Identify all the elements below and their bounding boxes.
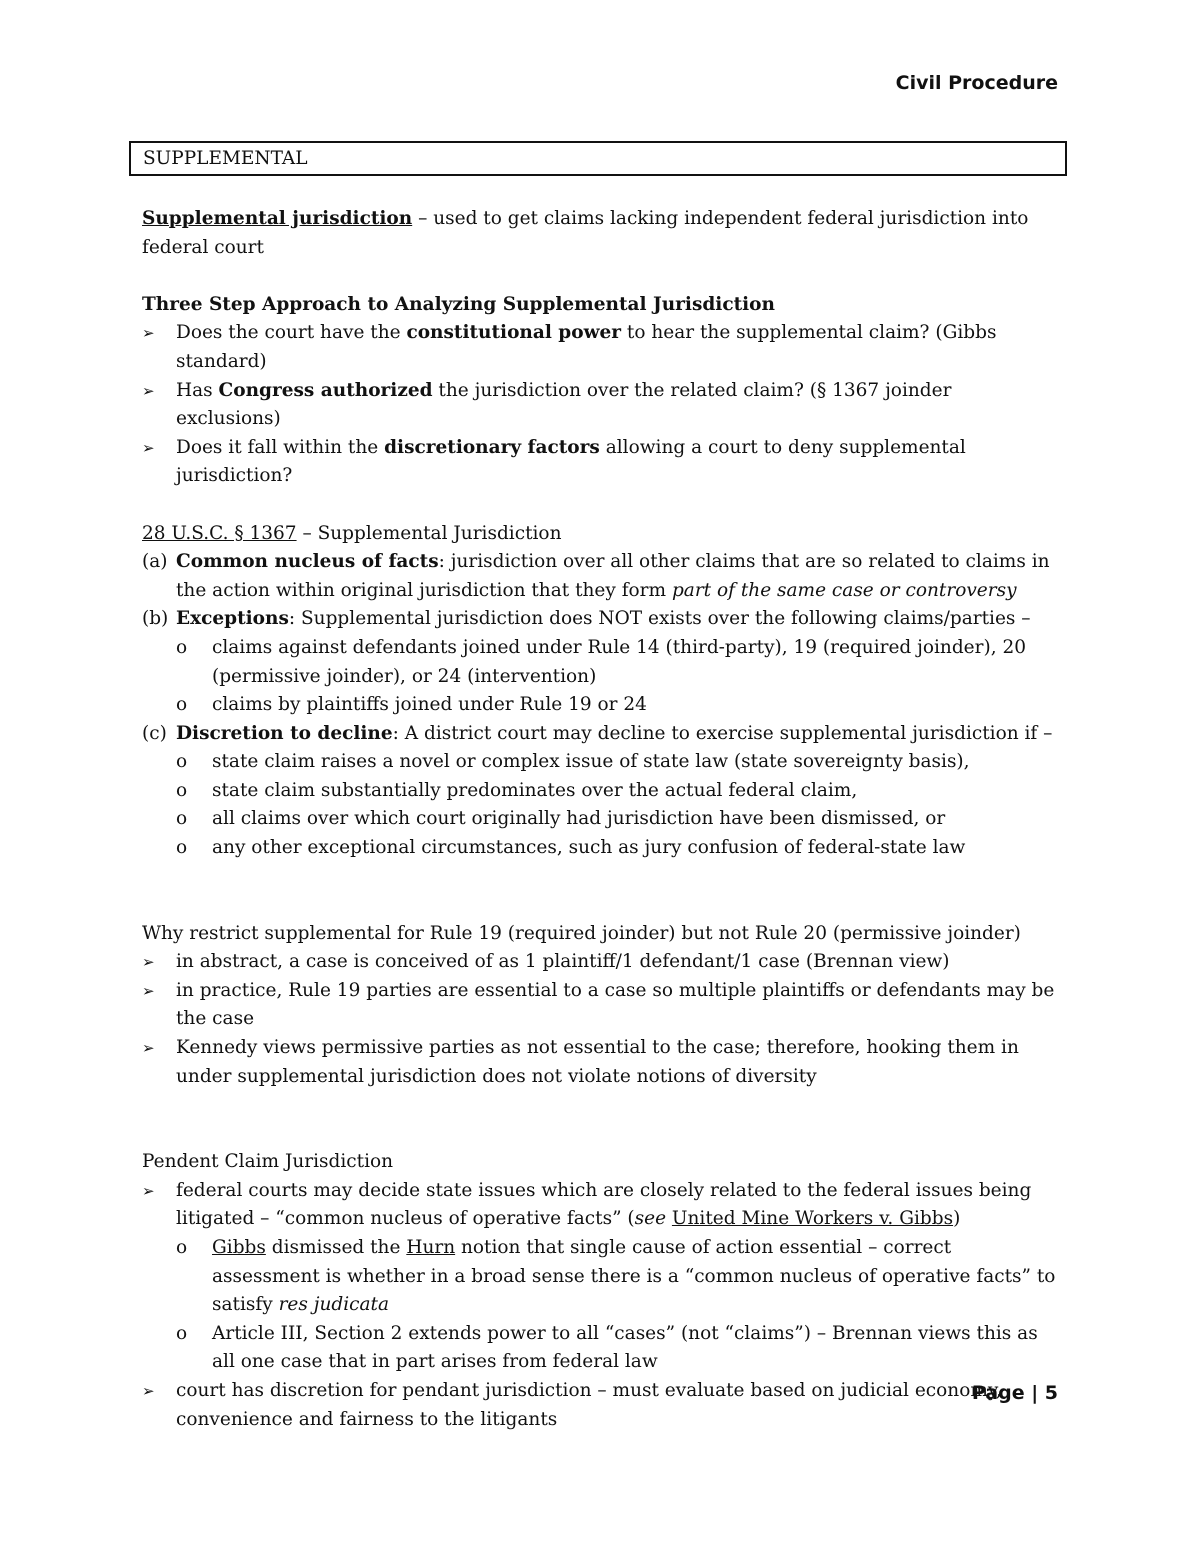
- list-item: o claims against defendants joined under Rule 14 (third-party), 19 (required joinder), 20 (permissive joinder), or 24 (intervention): [142, 634, 1062, 691]
- circle-bullet-icon: o: [176, 808, 188, 830]
- list-item: o all claims over which court originally had jurisdiction have been dismissed, or: [142, 805, 1062, 834]
- list-item: o Article III, Section 2 extends power to all “cases” (not “claims”) – Brennan views this as all one case that in part arises from federal law: [142, 1320, 1062, 1377]
- circle-bullet-icon: o: [176, 779, 188, 801]
- why-heading: Why restrict supplemental for Rule 19 (required joinder) but not Rule 20 (permissive joinder): [142, 922, 1021, 944]
- circle-bullet-icon: o: [176, 1322, 188, 1344]
- arrow-bullet-icon: ➢: [142, 953, 155, 972]
- three-step-item: ➢ Has Congress authorized the jurisdiction over the related claim? (§ 1367 joinder exclusions): [142, 377, 1062, 434]
- list-item: ➢ court has discretion for pendant jurisdiction – must evaluate based on judicial economy, convenience and fairness to the litigants: [142, 1377, 1062, 1434]
- statute-subsection-a: (a) Common nucleus of facts: jurisdiction over all other claims that are so related to claims in the action within original jurisdiction that they form part of the same case or controversy: [142, 551, 1050, 601]
- circle-bullet-icon: o: [176, 694, 188, 716]
- arrow-bullet-icon: ➢: [142, 438, 155, 457]
- definition-paragraph: [142, 205, 1062, 262]
- circle-bullet-icon: o: [176, 1237, 188, 1258]
- three-step-heading: Three Step Approach to Analyzing Supplemental Jurisdiction: [142, 293, 775, 315]
- definition-term: Supplemental jurisdiction: [142, 208, 413, 229]
- section-title-box: [129, 141, 1067, 176]
- list-item: ➢ Kennedy views permissive parties as not essential to the case; therefore, hooking them in under supplemental jurisdiction does not violate notions of diversity: [142, 1034, 1062, 1091]
- three-step-item: ➢ Does the court have the constitutional power to hear the supplemental claim? (Gibbs standard): [142, 319, 1062, 376]
- statute-heading: 28 U.S.C. § 1367 – Supplemental Jurisdiction: [142, 522, 562, 544]
- statute-subsection-b: (b) Exceptions: Supplemental jurisdiction does NOT exists over the following claims/parties –: [142, 608, 1031, 630]
- list-item: o any other exceptional circumstances, such as jury confusion of federal-state law: [142, 834, 1062, 863]
- arrow-bullet-icon: ➢: [142, 381, 155, 400]
- circle-bullet-icon: o: [176, 751, 188, 773]
- arrow-bullet-icon: ➢: [142, 1039, 155, 1058]
- list-item: o state claim substantially predominates over the actual federal claim,: [142, 777, 1062, 806]
- arrow-bullet-icon: ➢: [142, 1181, 155, 1200]
- list-item: o claims by plaintiffs joined under Rule 19 or 24: [142, 691, 1062, 720]
- case-name: Hurn: [406, 1237, 456, 1258]
- three-step-item: ➢ Does it fall within the discretionary factors allowing a court to deny supplemental jurisdiction?: [142, 434, 1062, 491]
- case-name: Gibbs: [212, 1237, 266, 1258]
- section-title: SUPPLEMENTAL: [143, 148, 308, 169]
- list-item: ➢ in practice, Rule 19 parties are essential to a case so multiple plaintiffs or defendants may be the case: [142, 977, 1062, 1034]
- arrow-bullet-icon: ➢: [142, 1381, 155, 1400]
- document-body: [142, 205, 1062, 1434]
- pendent-heading: Pendent Claim Jurisdiction: [142, 1151, 394, 1173]
- statute-subsection-c: (c) Discretion to decline: A district court may decline to exercise supplemental jurisdiction if –: [142, 722, 1053, 744]
- page-number: Page | 5: [971, 1382, 1058, 1404]
- circle-bullet-icon: o: [176, 636, 188, 658]
- definition-text: – used to get claims lacking independent federal jurisdiction into federal court: [142, 208, 1029, 258]
- case-name: United Mine Workers v. Gibbs: [671, 1208, 954, 1230]
- list-item: o Gibbs dismissed the Hurn notion that single cause of action essential – correct assessment is whether in a broad sense there is a “common nucleus of operative facts” to satisfy res judicata: [142, 1234, 1062, 1320]
- arrow-bullet-icon: ➢: [142, 324, 155, 343]
- list-item: ➢ in abstract, a case is conceived of as 1 plaintiff/1 defendant/1 case (Brennan view): [142, 948, 1062, 977]
- running-header: Civil Procedure: [895, 72, 1058, 94]
- circle-bullet-icon: o: [176, 837, 188, 859]
- arrow-bullet-icon: ➢: [142, 981, 155, 1000]
- list-item: ➢ federal courts may decide state issues which are closely related to the federal issues being litigated – “common nucleus of operative facts” (see United Mine Workers v. Gibbs): [142, 1177, 1062, 1234]
- statute-cite: 28 U.S.C. § 1367: [142, 522, 297, 544]
- list-item: o state claim raises a novel or complex issue of state law (state sovereignty basis),: [142, 748, 1062, 777]
